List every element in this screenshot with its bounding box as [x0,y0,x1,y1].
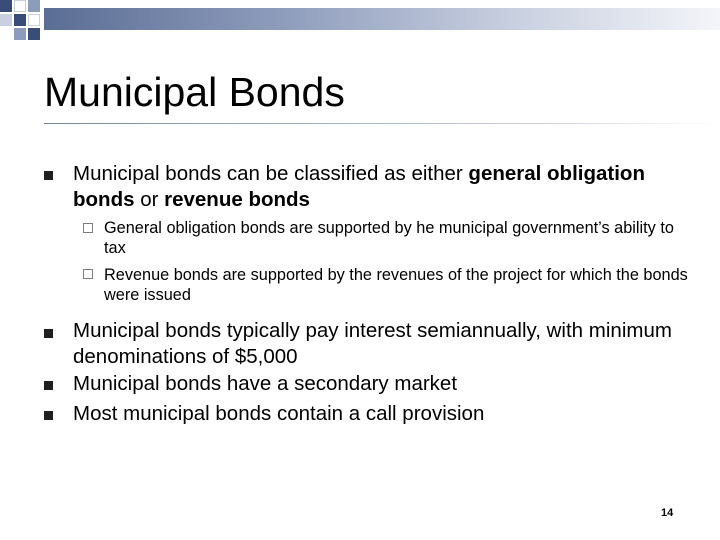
bullet-4-text: Most municipal bonds contain a call provision [73,402,485,425]
page-number: 14 [661,507,674,519]
header-square-8 [28,28,40,40]
bullet-3-text: Municipal bonds have a secondary market [73,372,458,395]
bullet-1-bold1: general obligation bonds [73,162,645,211]
bullet-marker-3 [44,381,53,390]
slide-title: Municipal Bonds [44,69,345,115]
sub-bullet-marker-2 [83,269,93,279]
header-square-2 [14,0,26,12]
bullet-1-bold2: revenue bonds [164,188,310,211]
header-square-3 [28,0,40,12]
header-square-4 [0,14,12,26]
header-square-1 [0,0,12,12]
bullet-1-part2: or [134,188,165,211]
title-divider [44,123,720,124]
header-gradient-bar [44,8,720,30]
bullet-1-text [73,161,693,213]
bullet-marker-1 [44,171,53,180]
header-square-6 [28,14,40,26]
bullet-marker-4 [44,411,53,420]
bullet-2-text: Municipal bonds typically pay interest semiannually, with minimum denominations of $5,000 [73,319,672,368]
bullet-marker-2 [44,329,53,338]
header-square-7 [14,28,26,40]
sub-bullet-2-text: Revenue bonds are supported by the revenues of the project for which the bonds were issued [104,266,688,304]
bullet-1-part1: Municipal bonds can be classified as either [73,162,469,185]
sub-bullet-marker-1 [83,223,93,233]
sub-bullet-1-text: General obligation bonds are supported by he municipal government’s ability to tax [104,219,674,257]
header-square-5 [14,14,26,26]
